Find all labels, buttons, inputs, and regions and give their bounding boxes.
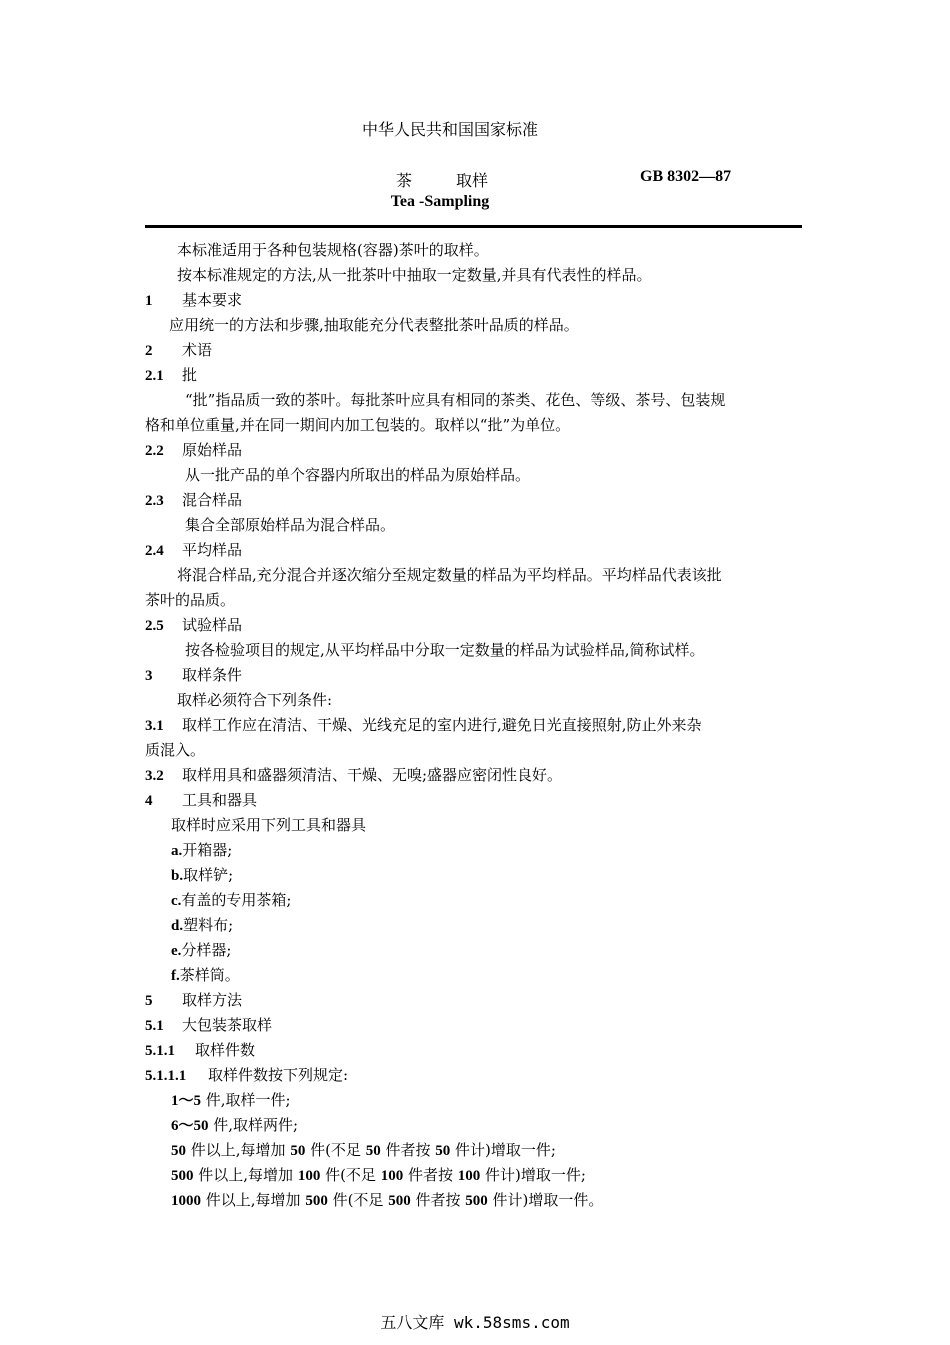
subsection-heading <box>145 1063 805 1088</box>
rule-number: 50 <box>171 1143 186 1159</box>
list-item <box>145 863 805 888</box>
rule-line <box>145 1088 805 1113</box>
list-item <box>145 838 805 863</box>
section-number: 3 <box>145 668 153 684</box>
rule-number: 500 <box>305 1193 328 1209</box>
subsection-heading <box>145 538 805 563</box>
section-title: 术语 <box>182 341 213 359</box>
paragraph: 质混入。 <box>145 741 206 759</box>
rule-text: 件计)增取一件; <box>480 1166 586 1184</box>
section-heading <box>145 988 805 1013</box>
section-title: 取样件数 <box>195 1041 256 1059</box>
section-title: 大包装茶取样 <box>182 1016 273 1034</box>
rule-text: 件者按 <box>380 1141 436 1159</box>
subsection-heading <box>145 363 805 388</box>
list-item-text: 取样铲; <box>183 866 234 884</box>
section-number: 5.1.1 <box>145 1043 175 1059</box>
rule-text: 件者按 <box>410 1191 466 1209</box>
rule-text: 件(不足 <box>305 1141 366 1159</box>
rule-line <box>145 1113 805 1138</box>
title-english: Tea -Sampling <box>390 193 490 210</box>
section-number: 5 <box>145 993 153 1009</box>
section-heading <box>145 788 805 813</box>
paragraph: 将混合样品,充分混合并逐次缩分至规定数量的样品为平均样品。平均样品代表该批 <box>177 566 722 584</box>
section-title: 原始样品 <box>182 441 243 459</box>
section-number: 4 <box>145 793 153 809</box>
intro-paragraph: 按本标准规定的方法,从一批茶叶中抽取一定数量,并具有代表性的样品。 <box>177 266 652 284</box>
rule-text: 件计)增取一件。 <box>487 1191 604 1209</box>
section-title: 取样方法 <box>182 991 243 1009</box>
paragraph: 取样必须符合下列条件: <box>177 691 333 709</box>
list-marker: f. <box>171 968 180 984</box>
paragraph: 格和单位重量,并在同一期间内加工包装的。取样以“批”为单位。 <box>145 416 571 434</box>
section-title: 取样条件 <box>182 666 243 684</box>
section-heading <box>145 338 805 363</box>
section-title: 取样件数按下列规定: <box>208 1066 349 1084</box>
section-title: 平均样品 <box>182 541 243 559</box>
list-item <box>145 938 805 963</box>
section-title: 批 <box>182 366 198 384</box>
section-number: 2.2 <box>145 443 164 459</box>
subsection-heading <box>145 763 805 788</box>
rule-text: 件(不足 <box>327 1191 389 1209</box>
list-item-text: 分样器; <box>181 941 232 959</box>
section-title: 试验样品 <box>182 616 243 634</box>
section-number: 5.1 <box>145 1018 164 1034</box>
rule-line <box>145 1188 805 1213</box>
list-marker: a. <box>171 843 183 859</box>
section-title: 混合样品 <box>182 491 243 509</box>
header-divider <box>145 225 802 228</box>
rule-text: 件者按 <box>403 1166 458 1184</box>
list-marker: c. <box>171 893 182 909</box>
section-number: 2.1 <box>145 368 164 384</box>
subsection-heading <box>145 613 805 638</box>
list-marker: d. <box>171 918 184 934</box>
list-item <box>145 963 805 988</box>
rule-number: 500 <box>388 1193 411 1209</box>
section-number: 2.4 <box>145 543 164 559</box>
footer-watermark[interactable]: 五八文库 wk.58sms.com <box>380 1313 570 1332</box>
section-heading <box>145 288 805 313</box>
document-body <box>145 238 805 1213</box>
paragraph: 取样用具和盛器须清洁、干燥、无嗅;盛器应密闭性良好。 <box>182 766 563 784</box>
subsection-heading <box>145 438 805 463</box>
section-number: 2.3 <box>145 493 164 509</box>
section-number: 5.1.1.1 <box>145 1068 187 1084</box>
rule-text: 件以上,每增加 <box>186 1141 291 1159</box>
rule-text: 件以上,每增加 <box>193 1166 298 1184</box>
rule-number: 1000 <box>171 1193 201 1209</box>
rule-number: 100 <box>457 1168 481 1184</box>
list-item <box>145 888 805 913</box>
list-marker: b. <box>171 868 184 884</box>
rule-line <box>145 1138 805 1163</box>
section-title: 基本要求 <box>182 291 243 309</box>
list-marker: e. <box>171 943 182 959</box>
title-chinese-part1: 茶 <box>396 171 413 190</box>
list-item-text: 开箱器; <box>182 841 233 859</box>
section-title: 工具和器具 <box>182 791 258 809</box>
intro-paragraph: 本标准适用于各种包装规格(容器)茶叶的取样。 <box>177 241 489 259</box>
paragraph: 茶叶的品质。 <box>145 591 236 609</box>
list-item-text: 塑料布; <box>183 916 234 934</box>
subsection-heading <box>145 1013 805 1038</box>
rule-number: 500 <box>465 1193 488 1209</box>
section-number: 2 <box>145 343 153 359</box>
rule-text: 件(不足 <box>320 1166 381 1184</box>
paragraph: 取样时应采用下列工具和器具 <box>171 816 367 834</box>
section-number: 1 <box>145 293 153 309</box>
section-number: 2.5 <box>145 618 164 634</box>
rule-line <box>145 1163 805 1188</box>
rule-number: 500 <box>171 1168 194 1184</box>
rule-text: 件,取样一件; <box>201 1091 291 1109</box>
title-chinese-part2: 取样 <box>456 171 489 190</box>
rule-number: 50 <box>435 1143 451 1159</box>
rule-number: 1～5 <box>171 1093 202 1109</box>
rule-number: 100 <box>297 1168 321 1184</box>
rule-text: 件计)增取一件; <box>450 1141 556 1159</box>
paragraph: 按各检验项目的规定,从平均样品中分取一定数量的样品为试验样品,简称试样。 <box>185 641 705 659</box>
rule-number: 100 <box>380 1168 404 1184</box>
rule-number: 6～50 <box>171 1118 209 1134</box>
section-number: 3.2 <box>145 768 164 784</box>
rule-text: 件,取样两件; <box>208 1116 299 1134</box>
list-item-text: 有盖的专用茶箱; <box>181 891 292 909</box>
paragraph: 从一批产品的单个容器内所取出的样品为原始样品。 <box>185 466 531 484</box>
section-number: 3.1 <box>145 718 164 734</box>
section-heading <box>145 663 805 688</box>
subsection-heading <box>145 713 805 738</box>
rule-number: 50 <box>365 1143 381 1159</box>
subsection-heading <box>145 1038 805 1063</box>
paragraph: 应用统一的方法和步骤,抽取能充分代表整批茶叶品质的样品。 <box>169 316 579 334</box>
issuing-agency: 中华人民共和国国家标准 <box>361 120 538 139</box>
paragraph: 取样工作应在清洁、干燥、光线充足的室内进行,避免日光直接照射,防止外来杂 <box>182 716 702 734</box>
rule-text: 件以上,每增加 <box>201 1191 306 1209</box>
paragraph: 集合全部原始样品为混合样品。 <box>185 516 396 534</box>
paragraph: “批”指品质一致的茶叶。每批茶叶应具有相同的茶类、花色、等级、茶号、包装规 <box>185 391 726 409</box>
rule-number: 50 <box>290 1143 306 1159</box>
subsection-heading <box>145 488 805 513</box>
list-item-text: 茶样筒。 <box>179 966 240 984</box>
standard-number: GB 8302—87 <box>640 168 732 185</box>
list-item <box>145 913 805 938</box>
